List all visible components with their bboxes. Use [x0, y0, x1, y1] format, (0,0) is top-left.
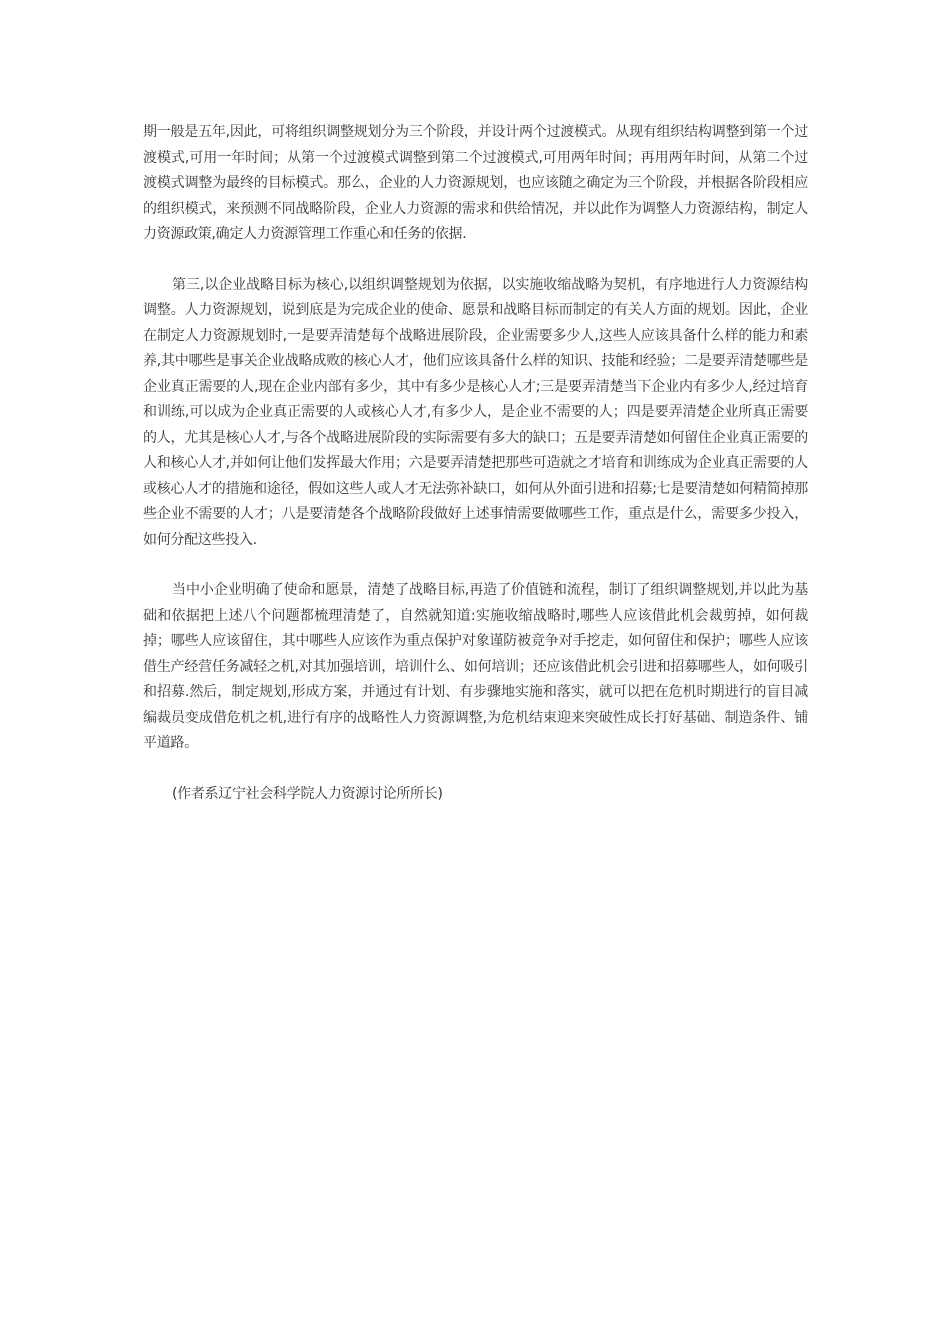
document-body [143, 120, 808, 832]
author-note: (作者系辽宁社会科学院人力资源讨论所所长) [172, 785, 443, 802]
paragraph-2: 第三,以企业战略目标为核心,以组织调整规划为依据，以实施收缩战略为契机，有序地进行人力资源结构调整。人力资源规划，说到底是为完成企业的使命、愿景和战略目标而制定的有关人方面的规划。因此，企业在制定人力资源规划时,一是要弄清楚每个战略进展阶段，企业需要多少人,这些人应该具备什么样的能力和素养,其中哪些是事关企业战略成败的核心人才，他们应该具备什么样的知识、技能和经验；二是要弄清楚哪些是企业真正需要的人,现在企业内部有多少，其中有多少是核心人才;三是要弄清楚当下企业内有多少人,经过培育和训练,可以成为企业真正需要的人或核心人才,有多少人，是企业不需要的人；四是要弄清楚企业所真正需要的人，尤其是核心人才,与各个战略进展阶段的实际需要有多大的缺口；五是要弄清楚如何留住企业真正需要的人和核心人才,并如何让他们发挥最大作用；六是要弄清楚把那些可造就之才培育和训练成为企业真正需要的人或核心人才的措施和途径，假如这些人或人才无法弥补缺口，如何从外面引进和招募;七是要清楚如何精简掉那些企业不需要的人才；八是要清楚各个战略阶段做好上述事情需要做哪些工作，重点是什么，需要多少投入，如何分配这些投入. [143, 276, 808, 548]
paragraph-3: 当中小企业明确了使命和愿景，清楚了战略目标,再造了价值链和流程，制订了组织调整规划,并以此为基础和依据把上述八个问题都梳理清楚了，自然就知道:实施收缩战略时,哪些人应该借此机会裁剪掉，如何裁掉；哪些人应该留住，其中哪些人应该作为重点保护对象谨防被竞争对手挖走，如何留住和保护；哪些人应该借生产经营任务减轻之机,对其加强培训，培训什么、如何培训；还应该借此机会引进和招募哪些人，如何吸引和招募.然后，制定规划,形成方案，并通过有计划、有步骤地实施和落实，就可以把在危机时期进行的盲目减编裁员变成借危机之机,进行有序的战略性人力资源调整,为危机结束迎来突破性成长打好基础、制造条件、铺平道路。 [143, 582, 808, 751]
paragraph-1: 期一般是五年,因此，可将组织调整规划分为三个阶段，并设计两个过渡模式。从现有组织结构调整到第一个过渡模式,可用一年时间；从第一个过渡模式调整到第二个过渡模式,可用两年时间；再用两年时间，从第二个过渡模式调整为最终的目标模式。那么，企业的人力资源规划，也应该随之确定为三个阶段，并根据各阶段相应的组织模式，来预测不同战略阶段，企业人力资源的需求和供给情况，并以此作为调整人力资源结构，制定人力资源政策,确定人力资源管理工作重心和任务的依据. [143, 124, 808, 242]
